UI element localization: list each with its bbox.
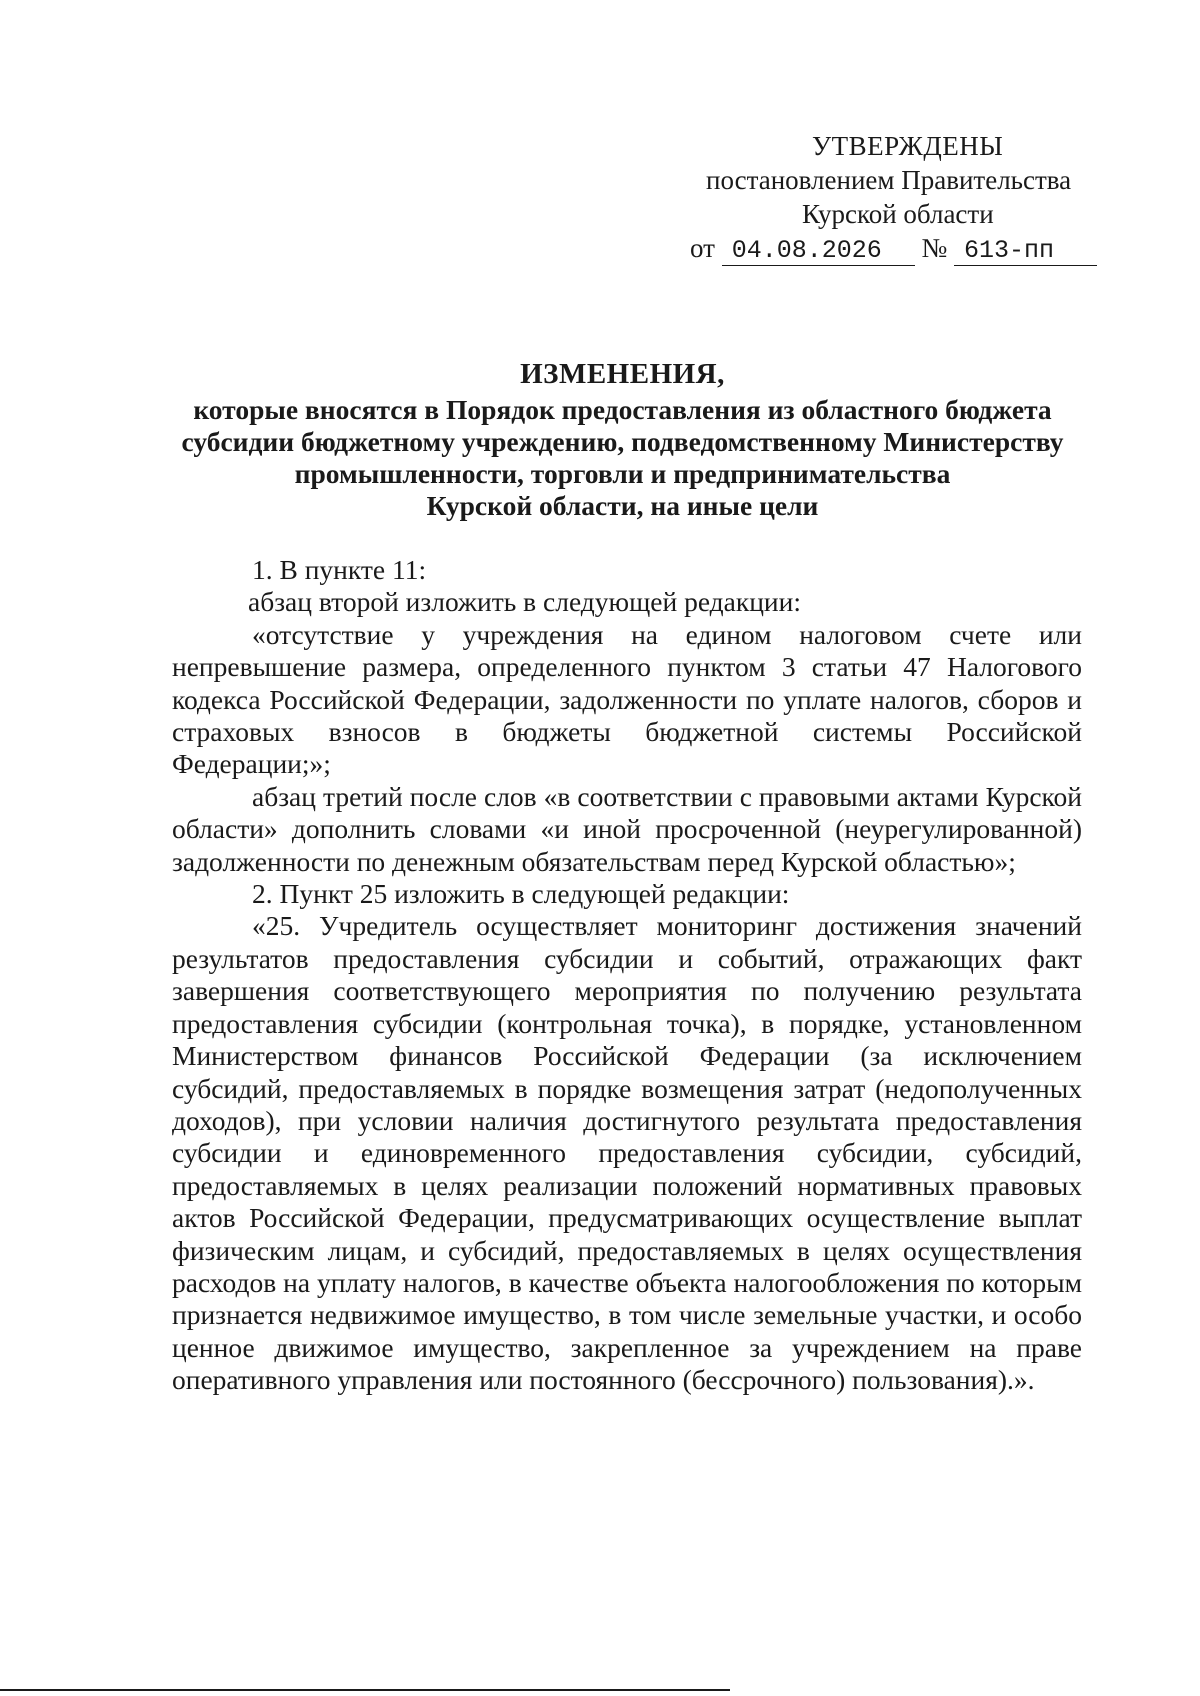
approval-line-2: Курской области (802, 199, 994, 229)
scan-bottom-line (0, 1689, 730, 1691)
paragraph: абзац второй изложить в следующей редакции: (248, 586, 802, 618)
heading-main: ИЗМЕНЕНИЯ, (520, 358, 725, 390)
approval-date: 04.08.2026 (722, 237, 915, 266)
approval-line-1: постановлением Правительства (706, 165, 1072, 195)
date-prefix: от (690, 233, 715, 263)
heading-line: промышленности, торговли и предпринимательства (294, 458, 951, 489)
document-body (172, 554, 1082, 1397)
number-prefix: № (921, 233, 948, 263)
paragraph: «25. Учредитель осуществляет мониторинг достижения значений результатов предоставления субсидии и событий, отражающих факт завершения соответствующего мероприятия по получению результата предоставления субсидии (контрольная точка), в порядке, установленном Министерством финансов Российской Федерации (за исключением субсидий, предоставляемых в порядке возмещения затрат (недополученных доходов), при условии наличия достигнутого результата предоставления субсидии и единовременного предоставления субсидии, субсидий, предоставляемых в целях реализации положений нормативных правовых актов Российской Федерации, предусматривающих осуществление выплат физическим лицам, и субсидий, предоставляемых в целях осуществления расходов на уплату налогов, в качестве объекта налогообложения по которым признается недвижимое имущество, в том числе земельные участки, и особо ценное движимое имущество, закрепленное за учреждением на праве оперативного управления или постоянного (бессрочного) пользования).». (172, 910, 1082, 1396)
heading-line: Курской области, на иные цели (426, 490, 819, 521)
heading-line: субсидии бюджетному учреждению, подведомственному Министерству (181, 426, 1064, 457)
document-heading (170, 358, 1075, 522)
paragraph-item-1: 1. В пункте 11: (252, 554, 427, 585)
approval-number: 613-пп (954, 237, 1097, 266)
approval-date-number (690, 232, 1097, 266)
paragraph: «отсутствие у учреждения на едином налоговом счете или непревышение размера, определенного пунктом 3 статьи 47 Налогового кодекса Российской Федерации, задолженности по уплате налогов, сборов и страховых взносов в бюджеты бюджетной системы Российской Федерации;»; (172, 618, 1082, 780)
heading-line: которые вносятся в Порядок предоставления из областного бюджета (193, 394, 1052, 425)
paragraph-item-2: 2. Пункт 25 изложить в следующей редакции: (252, 878, 790, 910)
approval-title: УТВЕРЖДЕНЫ (812, 131, 1004, 161)
paragraph: абзац третий после слов «в соответствии с правовыми актами Курской области» дополнить словами «и иной просроченной (неурегулированной) задолженности по денежным обязательствам перед Курской областью»; (172, 780, 1082, 877)
